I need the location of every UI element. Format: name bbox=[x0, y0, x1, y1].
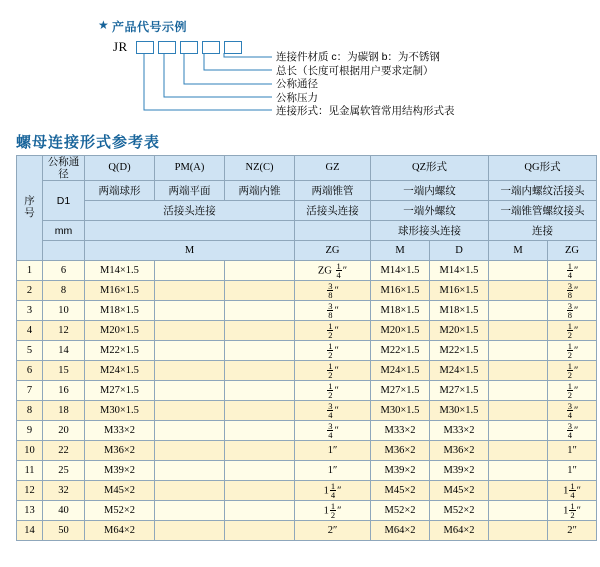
legend-item-nominal-diameter: 公称通径 bbox=[276, 78, 318, 90]
cell-nz bbox=[225, 321, 295, 341]
spec-table-wrap bbox=[16, 155, 584, 541]
cell-dn: 22 bbox=[43, 441, 85, 461]
cell-gz: $\frac{3}{4}$ ″ bbox=[295, 401, 371, 421]
cell-qg-zg: $\frac{3}{4}$ ″ bbox=[548, 421, 597, 441]
cell-qz-m: M16×1.5 bbox=[371, 281, 430, 301]
cell-qg-zg: 1″ bbox=[548, 441, 597, 461]
spec-table-body bbox=[17, 261, 597, 541]
cell-seq: 10 bbox=[17, 441, 43, 461]
cell-qg-m bbox=[489, 481, 548, 501]
cell-dn: 12 bbox=[43, 321, 85, 341]
table-row bbox=[17, 301, 597, 321]
cell-gz: $\frac{1}{2}$ ″ bbox=[295, 321, 371, 341]
table-row bbox=[17, 321, 597, 341]
cell-qz-d: M64×2 bbox=[430, 521, 489, 541]
header-type-gz: 两端锥管 bbox=[295, 181, 371, 201]
header-type2-qg: 一端锥管螺纹接头 bbox=[489, 201, 597, 221]
cell-qz-d: M52×2 bbox=[430, 501, 489, 521]
cell-gz: 1 $\frac{1}{4}$ ″ bbox=[295, 481, 371, 501]
cell-q: M20×1.5 bbox=[85, 321, 155, 341]
cell-qz-m: M52×2 bbox=[371, 501, 430, 521]
cell-seq: 5 bbox=[17, 341, 43, 361]
cell-q: M52×2 bbox=[85, 501, 155, 521]
cell-qg-zg: $\frac{1}{2}$ ″ bbox=[548, 381, 597, 401]
cell-dn: 18 bbox=[43, 401, 85, 421]
cell-q: M18×1.5 bbox=[85, 301, 155, 321]
cell-seq: 13 bbox=[17, 501, 43, 521]
header-unit-blank bbox=[43, 241, 85, 261]
cell-dn: 40 bbox=[43, 501, 85, 521]
cell-qg-zg: $\frac{3}{8}$ ″ bbox=[548, 301, 597, 321]
table-row bbox=[17, 521, 597, 541]
cell-qz-d: M24×1.5 bbox=[430, 361, 489, 381]
cell-qg-m bbox=[489, 441, 548, 461]
header-group-code-pm: PM(A) bbox=[155, 156, 225, 181]
cell-pm bbox=[155, 281, 225, 301]
cell-qz-m: M22×1.5 bbox=[371, 341, 430, 361]
header-join-qz: 球形接头连接 bbox=[371, 221, 489, 241]
cell-qz-d: M30×1.5 bbox=[430, 401, 489, 421]
header-unit-m: M bbox=[85, 241, 295, 261]
cell-qz-m: M30×1.5 bbox=[371, 401, 430, 421]
cell-qz-m: M45×2 bbox=[371, 481, 430, 501]
cell-pm bbox=[155, 481, 225, 501]
cell-gz: ZG $\frac{1}{4}$ ″ bbox=[295, 261, 371, 281]
cell-seq: 2 bbox=[17, 281, 43, 301]
cell-qz-d: M33×2 bbox=[430, 421, 489, 441]
header-unit-zg: ZG bbox=[295, 241, 371, 261]
cell-dn: 8 bbox=[43, 281, 85, 301]
header-dn-sub: D1 bbox=[43, 181, 85, 221]
cell-qz-m: M14×1.5 bbox=[371, 261, 430, 281]
cell-dn: 6 bbox=[43, 261, 85, 281]
cell-gz: 2″ bbox=[295, 521, 371, 541]
cell-seq: 9 bbox=[17, 421, 43, 441]
cell-qg-zg: 1 $\frac{1}{2}$ ″ bbox=[548, 501, 597, 521]
cell-pm bbox=[155, 381, 225, 401]
header-type-qz: 一端内螺纹 bbox=[371, 181, 489, 201]
cell-qz-m: M20×1.5 bbox=[371, 321, 430, 341]
cell-pm bbox=[155, 301, 225, 321]
table-row bbox=[17, 381, 597, 401]
cell-q: M27×1.5 bbox=[85, 381, 155, 401]
cell-qz-d: M39×2 bbox=[430, 461, 489, 481]
cell-qg-zg: $\frac{1}{2}$ ″ bbox=[548, 321, 597, 341]
legend-item-length: 总长（长度可根据用户要求定制） bbox=[276, 64, 434, 77]
product-code-diagram bbox=[0, 0, 600, 128]
header-join-gz: 活接头连接 bbox=[295, 201, 371, 221]
cell-seq: 7 bbox=[17, 381, 43, 401]
cell-nz bbox=[225, 361, 295, 381]
cell-dn: 15 bbox=[43, 361, 85, 381]
header-type-pm: 两端平面 bbox=[155, 181, 225, 201]
header-dn-unit: mm bbox=[43, 221, 85, 241]
cell-nz bbox=[225, 381, 295, 401]
cell-seq: 4 bbox=[17, 321, 43, 341]
cell-nz bbox=[225, 301, 295, 321]
code-box bbox=[158, 41, 176, 54]
cell-nz bbox=[225, 481, 295, 501]
cell-pm bbox=[155, 421, 225, 441]
cell-q: M22×1.5 bbox=[85, 341, 155, 361]
cell-qz-m: M18×1.5 bbox=[371, 301, 430, 321]
table-row bbox=[17, 401, 597, 421]
cell-seq: 8 bbox=[17, 401, 43, 421]
cell-qg-m bbox=[489, 361, 548, 381]
legend-item-nominal-pressure: 公称压力 bbox=[276, 91, 318, 104]
cell-qg-zg: 1″ bbox=[548, 461, 597, 481]
cell-qg-m bbox=[489, 261, 548, 281]
cell-qg-zg: $\frac{3}{4}$ ″ bbox=[548, 401, 597, 421]
cell-qz-m: M36×2 bbox=[371, 441, 430, 461]
code-box bbox=[180, 41, 198, 54]
cell-pm bbox=[155, 521, 225, 541]
header-type-qg: 一端内螺纹活接头 bbox=[489, 181, 597, 201]
cell-gz: 1″ bbox=[295, 441, 371, 461]
header-group-code-gz: GZ bbox=[295, 156, 371, 181]
cell-seq: 1 bbox=[17, 261, 43, 281]
header-blank-left bbox=[85, 221, 295, 241]
cell-qz-d: M45×2 bbox=[430, 481, 489, 501]
cell-qz-m: M64×2 bbox=[371, 521, 430, 541]
legend-item-connection-type: 连接形式：见金属软管常用结构形式表 bbox=[276, 105, 455, 117]
star-icon: ★ bbox=[98, 18, 109, 32]
cell-dn: 16 bbox=[43, 381, 85, 401]
cell-dn: 14 bbox=[43, 341, 85, 361]
header-group-code-q: Q(D) bbox=[85, 156, 155, 181]
cell-pm bbox=[155, 501, 225, 521]
cell-gz: $\frac{1}{2}$ ″ bbox=[295, 381, 371, 401]
cell-q: M64×2 bbox=[85, 521, 155, 541]
header-seq: 序 号 bbox=[17, 156, 43, 261]
cell-nz bbox=[225, 461, 295, 481]
code-box bbox=[136, 41, 154, 54]
cell-qg-m bbox=[489, 421, 548, 441]
cell-seq: 14 bbox=[17, 521, 43, 541]
cell-gz: $\frac{3}{4}$ ″ bbox=[295, 421, 371, 441]
cell-seq: 12 bbox=[17, 481, 43, 501]
cell-dn: 25 bbox=[43, 461, 85, 481]
cell-qz-d: M20×1.5 bbox=[430, 321, 489, 341]
cell-nz bbox=[225, 281, 295, 301]
cell-gz: $\frac{1}{2}$ ″ bbox=[295, 341, 371, 361]
header-type2-qz: 一端外螺纹 bbox=[371, 201, 489, 221]
diagram-title: 产品代号示例 bbox=[112, 20, 188, 34]
cell-nz bbox=[225, 401, 295, 421]
legend-item-material: 连接件材质 c：为碳钢 b：为不锈钢 bbox=[276, 51, 440, 63]
header-group-code-qg: QG形式 bbox=[489, 156, 597, 181]
cell-pm bbox=[155, 341, 225, 361]
cell-pm bbox=[155, 441, 225, 461]
cell-q: M24×1.5 bbox=[85, 361, 155, 381]
cell-pm bbox=[155, 261, 225, 281]
table-row bbox=[17, 341, 597, 361]
cell-gz: $\frac{1}{2}$ ″ bbox=[295, 361, 371, 381]
table-row bbox=[17, 261, 597, 281]
cell-qg-zg: $\frac{1}{2}$ ″ bbox=[548, 341, 597, 361]
cell-pm bbox=[155, 461, 225, 481]
header-group-code-nz: NZ(C) bbox=[225, 156, 295, 181]
cell-nz bbox=[225, 501, 295, 521]
cell-gz: 1″ bbox=[295, 461, 371, 481]
cell-dn: 10 bbox=[43, 301, 85, 321]
header-unit-qg-m: M bbox=[489, 241, 548, 261]
cell-qz-m: M39×2 bbox=[371, 461, 430, 481]
cell-seq: 6 bbox=[17, 361, 43, 381]
table-row bbox=[17, 441, 597, 461]
header-group-code-qz: QZ形式 bbox=[371, 156, 489, 181]
cell-qg-m bbox=[489, 341, 548, 361]
cell-qg-zg: $\frac{3}{8}$ ″ bbox=[548, 281, 597, 301]
cell-qg-zg: $\frac{1}{4}$ ″ bbox=[548, 261, 597, 281]
cell-q: M39×2 bbox=[85, 461, 155, 481]
code-box bbox=[224, 41, 242, 54]
cell-qz-d: M27×1.5 bbox=[430, 381, 489, 401]
cell-qz-m: M33×2 bbox=[371, 421, 430, 441]
cell-qg-m bbox=[489, 381, 548, 401]
code-prefix: JR bbox=[113, 39, 128, 54]
cell-qg-m bbox=[489, 501, 548, 521]
header-blank-gz bbox=[295, 221, 371, 241]
cell-qz-d: M14×1.5 bbox=[430, 261, 489, 281]
cell-qg-zg: 2″ bbox=[548, 521, 597, 541]
cell-qz-d: M22×1.5 bbox=[430, 341, 489, 361]
cell-qg-zg: 1 $\frac{1}{4}$ ″ bbox=[548, 481, 597, 501]
cell-qg-m bbox=[489, 521, 548, 541]
code-boxes bbox=[136, 41, 242, 54]
cell-q: M14×1.5 bbox=[85, 261, 155, 281]
header-type-q: 两端球形 bbox=[85, 181, 155, 201]
cell-qz-d: M18×1.5 bbox=[430, 301, 489, 321]
diagram-legend bbox=[276, 51, 455, 119]
code-box bbox=[202, 41, 220, 54]
cell-pm bbox=[155, 361, 225, 381]
cell-q: M33×2 bbox=[85, 421, 155, 441]
cell-nz bbox=[225, 261, 295, 281]
cell-dn: 32 bbox=[43, 481, 85, 501]
cell-gz: $\frac{3}{8}$ ″ bbox=[295, 281, 371, 301]
cell-pm bbox=[155, 401, 225, 421]
header-unit-qz-m: M bbox=[371, 241, 430, 261]
cell-gz: 1 $\frac{1}{2}$ ″ bbox=[295, 501, 371, 521]
header-unit-qz-d: D bbox=[430, 241, 489, 261]
header-type-nz: 两端内锥 bbox=[225, 181, 295, 201]
table-row bbox=[17, 461, 597, 481]
cell-seq: 3 bbox=[17, 301, 43, 321]
cell-q: M45×2 bbox=[85, 481, 155, 501]
cell-nz bbox=[225, 441, 295, 461]
cell-qz-m: M24×1.5 bbox=[371, 361, 430, 381]
cell-qz-d: M36×2 bbox=[430, 441, 489, 461]
cell-dn: 20 bbox=[43, 421, 85, 441]
table-row bbox=[17, 501, 597, 521]
page-title: 螺母连接形式参考表 bbox=[16, 134, 161, 151]
cell-qz-m: M27×1.5 bbox=[371, 381, 430, 401]
header-join-qg: 连接 bbox=[489, 221, 597, 241]
cell-seq: 11 bbox=[17, 461, 43, 481]
cell-nz bbox=[225, 521, 295, 541]
cell-qg-m bbox=[489, 321, 548, 341]
cell-dn: 50 bbox=[43, 521, 85, 541]
cell-nz bbox=[225, 341, 295, 361]
table-row bbox=[17, 281, 597, 301]
nut-connection-spec-table bbox=[16, 155, 597, 541]
header-join-left: 活接头连接 bbox=[85, 201, 295, 221]
cell-qg-m bbox=[489, 281, 548, 301]
cell-qg-zg: $\frac{1}{2}$ ″ bbox=[548, 361, 597, 381]
cell-qz-d: M16×1.5 bbox=[430, 281, 489, 301]
header-unit-qg-zg: ZG bbox=[548, 241, 597, 261]
table-row bbox=[17, 481, 597, 501]
cell-pm bbox=[155, 321, 225, 341]
cell-qg-m bbox=[489, 401, 548, 421]
cell-q: M36×2 bbox=[85, 441, 155, 461]
cell-qg-m bbox=[489, 301, 548, 321]
cell-nz bbox=[225, 421, 295, 441]
cell-q: M30×1.5 bbox=[85, 401, 155, 421]
header-dn-label: 公称通径 bbox=[43, 156, 85, 181]
table-row bbox=[17, 421, 597, 441]
cell-qg-m bbox=[489, 461, 548, 481]
cell-q: M16×1.5 bbox=[85, 281, 155, 301]
table-row bbox=[17, 361, 597, 381]
cell-gz: $\frac{3}{8}$ ″ bbox=[295, 301, 371, 321]
